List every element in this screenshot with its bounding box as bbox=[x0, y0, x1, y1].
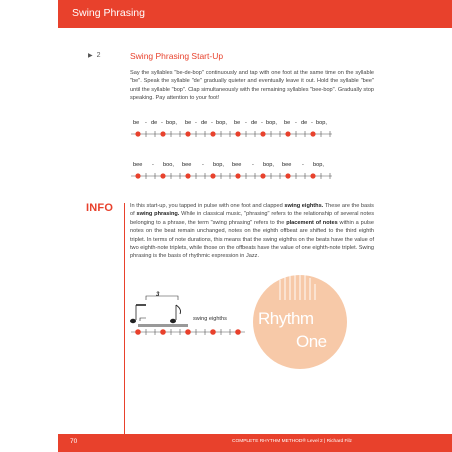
intro-paragraph: Say the syllables "be-de-bop" continuously and tap with one foot at the same time on the syllable "be". Speak the syllable "de" gradually quieter and eventually leave it out. Hold the syllable "bee" until the syllable "bop". Clap simultaneously with the remaining syllables "bee-bop". Gradually stop speaking. Pay attention to your foot! bbox=[130, 70, 374, 102]
syllable: bop, bbox=[263, 162, 274, 168]
syllable: be bbox=[133, 120, 140, 126]
syllable: - bbox=[161, 120, 163, 126]
beat-dot bbox=[135, 131, 140, 136]
beat-dot bbox=[260, 131, 265, 136]
syllable: bee bbox=[133, 162, 143, 168]
syllable: de bbox=[251, 120, 258, 126]
info-emphasis: swing eighths. bbox=[284, 203, 324, 209]
info-text: While in classical music, "phrasing" refers to the relationship of several notes belonging to a phrase, the term "swing phrasing" refers to the bbox=[130, 211, 374, 226]
syllable: bop, bbox=[266, 120, 277, 126]
info-text: These are the basis of bbox=[130, 203, 374, 218]
beat-dot bbox=[135, 329, 141, 335]
info-emphasis: placement of notes bbox=[286, 219, 338, 226]
info-label: INFO bbox=[86, 202, 114, 214]
beat-dot bbox=[160, 131, 165, 136]
syllable: bop, bbox=[216, 120, 227, 126]
beat-dot bbox=[210, 131, 215, 136]
beat-dot bbox=[135, 173, 140, 178]
beat-dot bbox=[285, 173, 290, 178]
syllable: be bbox=[284, 120, 291, 126]
syllable: bop, bbox=[166, 120, 177, 126]
syllable: bee bbox=[182, 162, 192, 168]
beat-dot bbox=[210, 329, 216, 335]
syllable: - bbox=[211, 120, 213, 126]
play-triangle-icon: ▶ bbox=[88, 53, 93, 59]
beat-dot bbox=[235, 131, 240, 136]
syllable: - bbox=[261, 120, 263, 126]
section-title: Swing Phrasing Start-Up bbox=[130, 51, 224, 61]
info-emphasis: swing phrasing. bbox=[136, 211, 180, 218]
beat-dot bbox=[235, 329, 241, 335]
syllable: bop, bbox=[313, 162, 324, 168]
info-text: within a pulse notes on the beat remain unchanged, notes on the eighth offbeat are shifted to the third eighth triplet. In terms of note durations, this means that the swing eighths on the beats have the value of two eighth-note triplets, while those on the offbeats have the value of one eighth-note triplet. Swing phrasing is the basis of rhythmic expression in Jazz. bbox=[130, 219, 375, 260]
syllable: - bbox=[252, 162, 254, 168]
pulse-line-2 bbox=[131, 173, 332, 179]
syllable: bop, bbox=[213, 162, 224, 168]
info-text: In this start-up, you tapped in pulse with one foot and clapped bbox=[130, 203, 285, 209]
syllable: - bbox=[145, 120, 147, 126]
page-number: 70 bbox=[70, 438, 78, 445]
syllable: - bbox=[202, 162, 204, 168]
syllable: de bbox=[301, 120, 308, 126]
beat-dot bbox=[185, 173, 190, 178]
beat-dot bbox=[285, 131, 290, 136]
triplet-number: 3 bbox=[156, 292, 160, 298]
syllable: - bbox=[311, 120, 313, 126]
beat-dot bbox=[185, 131, 190, 136]
swing-eighths-notation bbox=[130, 296, 245, 335]
beat-dot bbox=[235, 173, 240, 178]
beat-dot bbox=[160, 329, 166, 335]
syllable: - bbox=[302, 162, 304, 168]
track-number: 2 bbox=[96, 52, 101, 59]
syllable: - bbox=[245, 120, 247, 126]
syllable: bee bbox=[282, 162, 292, 168]
syllable: bop, bbox=[316, 120, 327, 126]
swing-eighths-label: swing eighths bbox=[193, 316, 227, 322]
logo-text-rhythm: Rhythm bbox=[258, 309, 314, 328]
syllable: - bbox=[152, 162, 154, 168]
beat-dot bbox=[185, 329, 191, 335]
syllable: boo, bbox=[163, 162, 174, 168]
beat-dot bbox=[310, 131, 315, 136]
syllable: de bbox=[201, 120, 208, 126]
logo-text-one: One bbox=[296, 332, 327, 351]
pulse-line-1 bbox=[131, 131, 332, 137]
beat-dot bbox=[260, 173, 265, 178]
syllable: be bbox=[234, 120, 241, 126]
syllable: bee bbox=[232, 162, 242, 168]
beat-dot bbox=[210, 173, 215, 178]
chapter-title: Swing Phrasing bbox=[72, 7, 145, 19]
syllable: - bbox=[295, 120, 297, 126]
syllable: be bbox=[185, 120, 192, 126]
info-divider bbox=[124, 203, 125, 435]
info-paragraph bbox=[130, 202, 374, 261]
syllable: de bbox=[151, 120, 158, 126]
beat-dot bbox=[310, 173, 315, 178]
footer-credit: COMPLETE RHYTHM METHOD® Level 2 | Richard Filz bbox=[232, 439, 352, 444]
syllable: - bbox=[195, 120, 197, 126]
beat-dot bbox=[160, 173, 165, 178]
